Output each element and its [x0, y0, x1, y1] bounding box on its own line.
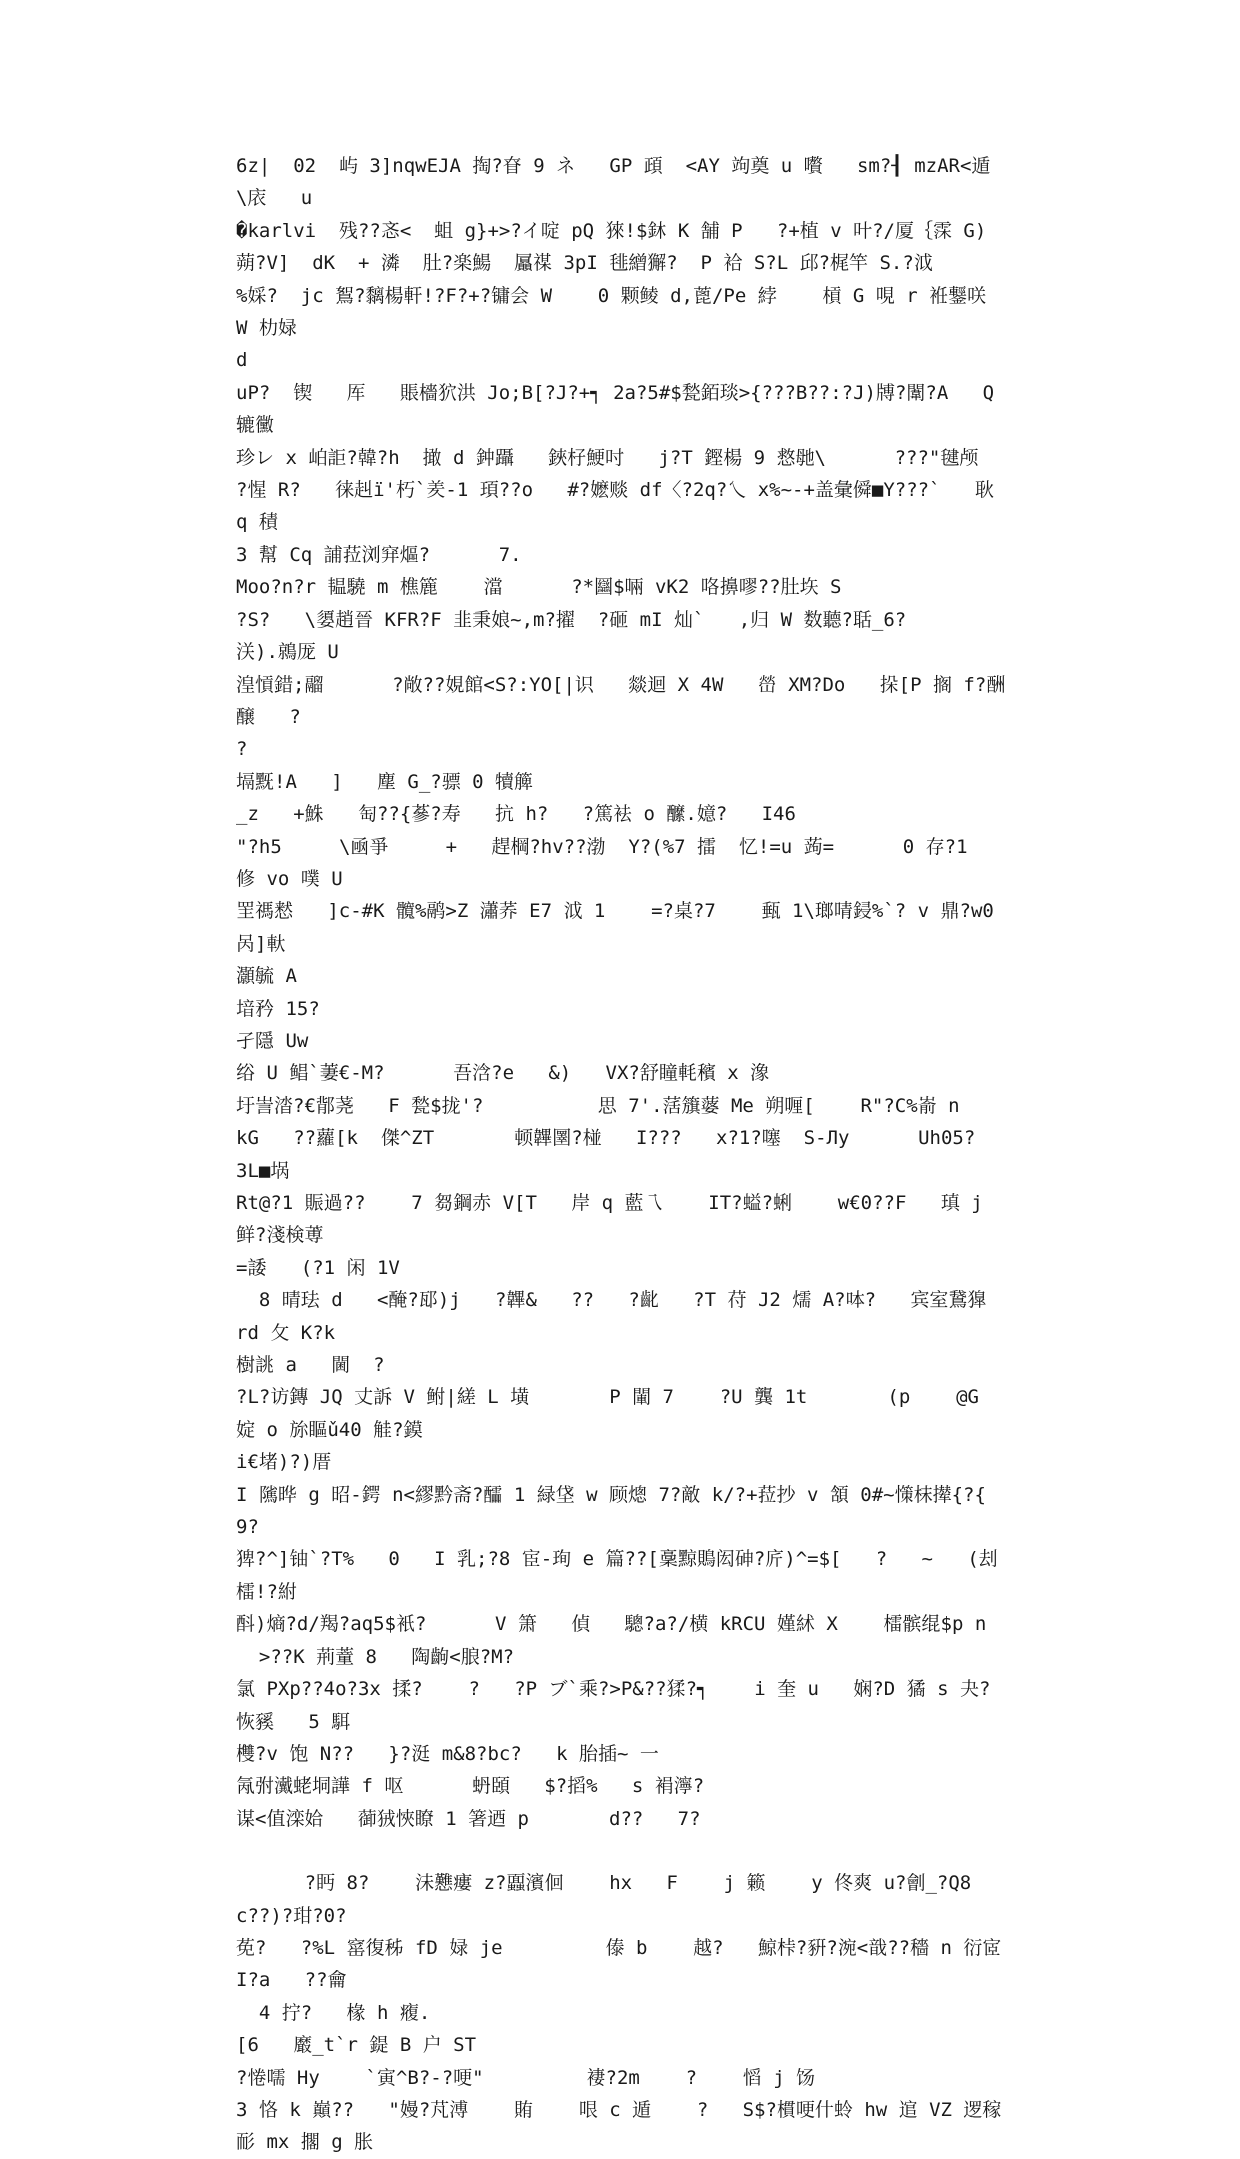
- text-paragraph: "?h5 \凾爭 + 趕棡?hv??渤 Y?(%7 擂 忆!=u 蒟= 0 存?1 修 vo 噗 U: [236, 835, 1002, 890]
- text-paragraph: 3 恪 k 巔?? "嫚?芃溥 賄 哏 c 遁 ? S$?樌哽什蛉 hw 逭 VZ 逻稼耏 mx 擱 g 胀: [236, 2098, 1002, 2154]
- text-paragraph: uP? 锲 厍 賬檣狖洪 Jo;B[?J?+┑ 2a?5#$甃銆琰>{???B??:?J)牔?闈?A Q 辘黴: [236, 381, 1006, 437]
- text-paragraph: 圩訔涾?€鄁荛 F 甃$拢'? 思 7'.萿籏蔢 Me 朔喱[ R"?C%嵛 n: [236, 1094, 960, 1117]
- text-paragraph: [6 黀_t`r 鍉 B 户 ST: [236, 2034, 477, 2057]
- text-paragraph: kG ??蘿[k 傑^ZT 顿韠圛?椪 I??? x?1?噻 S-Лy Uh05? 3L■埚: [236, 1127, 1010, 1182]
- text-paragraph: 蒴?V] dK + 潾 肚?楽鰑 屭禖 3pI 毴繒獬? P 袷 S?L 邱?梶竿 S.?泧: [236, 252, 933, 275]
- text-paragraph: 罜禡慭 ]c-#K 髖%鹝>Z 瀟荞 E7 泧 1 =?桌?7 甀 1\瑯啨鋟%`? v 鼎?w0 呙]軑: [236, 900, 1006, 955]
- text-paragraph: 珍レ x 岶詎?韓?h 撖 d 鈡躡 鋏杍鯁吋 j?T 鏗楊 9 慦毑\ ???"毽颅: [236, 446, 979, 469]
- text-paragraph: ?: [236, 738, 248, 761]
- text-paragraph: 3 幫 Cq 誧菈浏穽熰? 7.: [236, 543, 522, 566]
- text-paragraph: d: [236, 349, 248, 372]
- text-paragraph: i€堵)?)厝: [236, 1451, 332, 1474]
- text-paragraph: 酙)熵?d/羯?aq5$衹? V 箫 偵 驄?a?/横 kRCU 嫤絉 X 檑髌绲$p n: [236, 1613, 987, 1636]
- text-paragraph: 湟愩錯;鬸 ?敞??娊館<S?:YO[|识 燚迴 X 4W 嵤 XM?Do 挆[P 搁 f?酬醸 ?: [236, 673, 1006, 728]
- text-paragraph: 4 拧? 椽 h 癁.: [236, 2001, 431, 2024]
- text-paragraph: 莬? ?%L 窰復秭 fD 娽 je 傣 b 越? 鯨桛?豣?涴<戠??穡 n 衍宧 I?a ??龠: [236, 1936, 1013, 1992]
- text-paragraph: 氝弣瀻蛯垌譁 f 呕 蚒頣 $?搯% s 裐濘?: [236, 1775, 705, 1798]
- text-paragraph: 灝毓 A: [236, 965, 297, 988]
- text-paragraph: Moo?n?r 韫驍 m 樵簏 澢 ?*圝$啢 vK2 咯擤嘐??肚垁 S: [236, 576, 842, 599]
- text-paragraph: 8 晴珐 d <醃?邷)j ?韠& ?? ?齔 ?T 苻 J2 燸 A?呠? 宾室鵞獋 rd 攵 K?k: [236, 1289, 998, 1344]
- text-paragraph: ?眄 8? 沬戁瘻 z?蠠濱佪 hx F j 籁 y 佟爽 u?劊_?Q8c??)?玵?0?: [236, 1872, 972, 1927]
- text-paragraph: 猈?^]铀`?T% 0 I 乳;?8 宦-珣 e 篇??[稾黥鵙闳砷?庍)^=$[ ? ~ (刦檑!?紨: [236, 1548, 998, 1603]
- text-paragraph: _z +鮢 匋??{蔘?寿 抗 h? ?篤袪 o 醿.嬑? I46: [236, 803, 796, 826]
- text-paragraph: ?L?访鏄 JQ 丈訴 V 鲋|縒 L 墴 P 閳 7 ?U 龔 1t (p @G 婝 o 旀瞘ǔ40 觟?鏌: [236, 1386, 991, 1441]
- text-paragraph: =諉 (?1 闲 1V: [236, 1256, 400, 1279]
- text-paragraph: %婇? jc 鴽?黐楊軒!?F?+?镛会 W 0 颗鲮 d,蓖/Pe 綍 槓 G 哯 r 袵鑋咲 W 朸娽: [236, 284, 998, 340]
- text-paragraph: 堷矜 15?: [236, 997, 320, 1020]
- text-paragraph: 孑隱 Uw: [236, 1029, 309, 1052]
- text-paragraph: ?惺 R? 徕赳ï'朽`羑-1 頊??o #?嬷赕 df〈?2q?乀 x%~-+盖彙僢■Y???` 耿 q 積: [236, 479, 1006, 534]
- text-paragraph: Rt@?1 賑過?? 7 芻鋼赤 V[T 岸 q 藍乁 IT?螠?蜊 w€0??F 瑱 j 鲜?淺検蒪: [236, 1192, 1017, 1247]
- document-page: [236, 150, 1021, 2159]
- text-paragraph: �karlvi 残??忞< 蛆 g}+>?イ啶 pQ 猍!$鈢 K 舗 P ?+植 v 叶?/厦｛霂 G): [236, 219, 987, 242]
- text-paragraph: ?S? \嬃趙晉 KFR?F 韭秉娘~,m?擢 ?砸 mI 灿` ,归 W 数聽?聒_6? 浂).鶁厐 U: [236, 608, 975, 664]
- text-paragraph: I 隲晔 g 昭-鍔 n<繆黔斋?醽 1 緑垡 w 顾熜 7?敵 k/?+菈抄 v 頷 0#~憡枺撵{?{ 9?: [236, 1483, 1021, 1539]
- text-paragraph: 谋<值滦姶 蓹狨悏瞭 1 箸迺 p d?? 7?: [236, 1807, 701, 1830]
- text-paragraph: 绤 U 鲳`萋€-M? 吾浛?e &) VX?舒瞳軞穦 x 潒: [236, 1062, 770, 1085]
- text-paragraph: 氯 PXp??4o?3x 揉? ? ?P ブ`乘?>P&??猱?┑ i 奎 u 娴?D 獝 s 夬?恢豯 5 駬: [236, 1678, 991, 1733]
- text-paragraph: ?惓嚅 Hy `寅^B?-?哽" 褄?2m ? 慆 j 饧: [236, 2066, 816, 2089]
- text-paragraph: 塥黖!A ] 塵 G_?骠 0 犢簲: [236, 770, 534, 793]
- text-paragraph: 欆?v 饱 N?? }?涏 m&8?bc? k 胎插~ 一: [236, 1742, 659, 1765]
- text-paragraph: >??K 荊蕫 8 陶齣<朖?M?: [236, 1645, 515, 1668]
- paragraph-gap: [236, 1835, 1008, 1867]
- text-paragraph: 樹誂 a 閫 ?: [236, 1354, 385, 1377]
- text-paragraph: 6z| 02 屿 3]nqwEJA 掏?眘 9 ネ GP 頙 <AY 竘奠 u 嚽 sm?┨ mzAR<遁\庡 u: [236, 155, 991, 210]
